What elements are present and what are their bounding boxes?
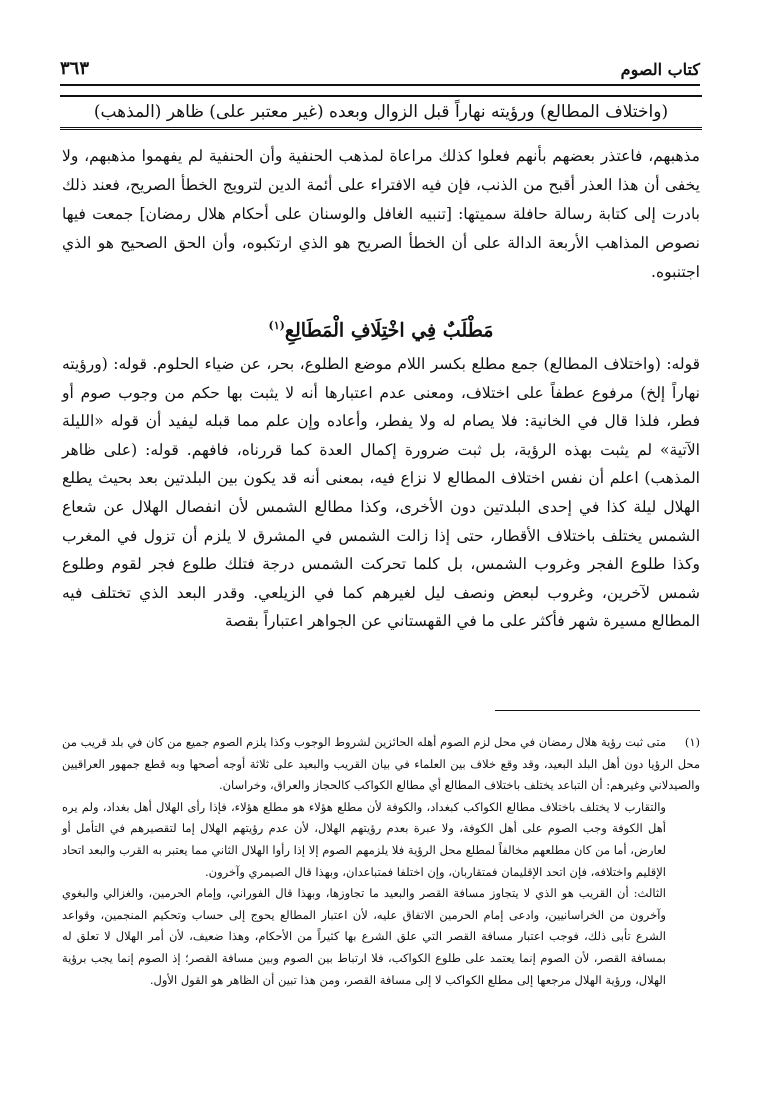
footnote-paragraph: والتقارب لا يختلف باختلاف مطالع الكواكب كبغداد، والكوفة لأن مطلع هؤلاء هو مطلع هؤلاء، فإذا رأى الهلال أهل بغداد، ولم يره أهل الكوفة وجب الصوم على أهل الكوفة، ولا عبرة بعدم رؤيتهم الهلال، لأن عدم رؤيتهم الهلال إما لتقصيرهم في التأمل أو لعارض، أما من كان مطلعهم مخالفاً لمطلع محل الرؤية فلا يلزمهم الصوم إلا إذا رأوا الهلال الثاني مما يعتبر به القرب والبعد اتحاد الإقليم واختلافه، فإن اتحد الإقليمان فمتقاربان، وإن اختلفا فمتباعدان، وبهذا قال الصيمري وآخرون. (62, 799, 666, 879)
footnote-paragraph (62, 732, 700, 797)
main-paragraph: مذهبهم، فاعتذر بعضهم بأنهم فعلوا كذلك مراعاة لمذهب الحنفية وأن الحنفية لم يفهموا مذهبهم، ولا يخفى أن هذا العذر أقبح من الذنب، فإن فيه الافتراء على أئمة الدين لترويج الخطأ الصريح، فعند ذلك بادرت إلى كتابة رسالة حافلة سميتها: [تنبيه الغافل والوسنان على أحكام هلال رمضان] جمعت فيها نصوص المذاهب الأربعة الدالة على أن الخطأ الصريح هو الذي ارتكبوه، وأن الحق الصحيح هو الذي اجتنبوه. (62, 147, 700, 281)
commentary-paragraph: قوله: (واختلاف المطالع) جمع مطلع بكسر اللام موضع الطلوع، بحر، عن ضياء الحلوم. قوله: (ورؤيته نهاراً إلخ) مرفوع عطفاً على اختلاف، ومعنى عدم اعتبارها أنه لا يثبت بها حكم من وجوب صوم أو فطر، فلذا قال في الخانية: فلا يصام له ولا يفطر، وأعاده وإن علم مما قبله ليفيد أن قوله «الليلة الآتية» لم يثبت بهذه الرؤية، بل ثبت ضرورة إكمال العدة كما قررناه، فافهم. قوله: (على ظاهر المذهب) اعلم أن نفس اختلاف المطالع لا نزاع فيه، بمعنى أنه قد يكون بين البلدتين بعد بحيث يطلع الهلال ليلة كذا في إحدى البلدتين دون الأخرى، وكذا مطالع الشمس لأن انفصال الهلال عن شعاع الشمس يختلف باختلاف الأقطار، حتى إذا زالت الشمس في المشرق لا يلزم أن تزول في المغرب وكذا طلوع الفجر وغروب الشمس، بل كلما تحركت الشمس درجة فتلك طلوع فجر لقوم وطلوع شمس لآخرين، وغروب لبعض ونصف ليل لغيرهم كما في الزيلعي. وقدر البعد الذي تختلف فيه المطالع مسيرة شهر فأكثر على ما في القهستاني عن الجواهر اعتباراً بقصة (62, 355, 700, 631)
running-header (60, 58, 700, 86)
footnote-text: متى ثبت رؤية هلال رمضان في محل لزم الصوم أهله الحائزين لشروط الوجوب وكذا يلزم الصوم جميع من كان في بلد قريب من محل الرؤيا دون أهل البلد البعيد، وقد وقع خلاف بين العلماء في بيان القريب والبعيد على ثلاثة أوجه أصحها وبه قطع جمهور العراقيين والصيدلاني وغيرهم: أن التباعد يختلف باختلاف المطالع أي مطالع الكواكب كالحجاز والعراق، وخراسان. (62, 735, 700, 793)
footnote-divider (495, 710, 700, 711)
matn-text-box: (واختلاف المطالع) ورؤيته نهاراً قبل الزوال وبعده (غير معتبر على) ظاهر (المذهب) (60, 95, 702, 130)
footnote-paragraph: الثالث: أن القريب هو الذي لا يتجاوز مسافة القصر والبعيد ما تجاوزها، وبهذا قال الفوراني، وإمام الحرمين، والغزالي والبغوي وآخرون من الخراسانيين، وادعى إمام الحرمين الاتفاق عليه، لأن اعتبار المطالع يحوج إلى حساب وتحكيم المنجمين، وقواعد الشرع تأبى ذلك، فوجب اعتبار مسافة القصر التي علق الشرع بها كثيراً من الأحكام، وهذا ضعيف، لأن أمر الهلال لا تعلق له بمسافة القصر، لأن الصوم إنما يعتمد على طلوع الكواكب، فلا ارتباط بين الصوم وبين مسافة القصر؛ إذ الصوم إنما يجب برؤية الهلال، ورؤية الهلال مرجعها إلى مطلع الكواكب لا إلى مسافة القصر، ومن هذا تبين أن الظاهر هو القول الأول. (62, 886, 666, 987)
chapter-title: كتاب الصوم (620, 60, 700, 79)
footnotes (62, 732, 700, 991)
commentary-text (62, 350, 700, 636)
footnote-marker: (١) (684, 735, 700, 749)
footnote-ref: (١) (268, 319, 285, 332)
main-text (62, 142, 700, 287)
section-heading (62, 312, 700, 344)
section-heading-text: مَطْلَبٌ فِي اخْتِلَافِ الْمَطَالِعِ (284, 319, 494, 342)
page-number: ٣٦٣ (60, 58, 90, 79)
